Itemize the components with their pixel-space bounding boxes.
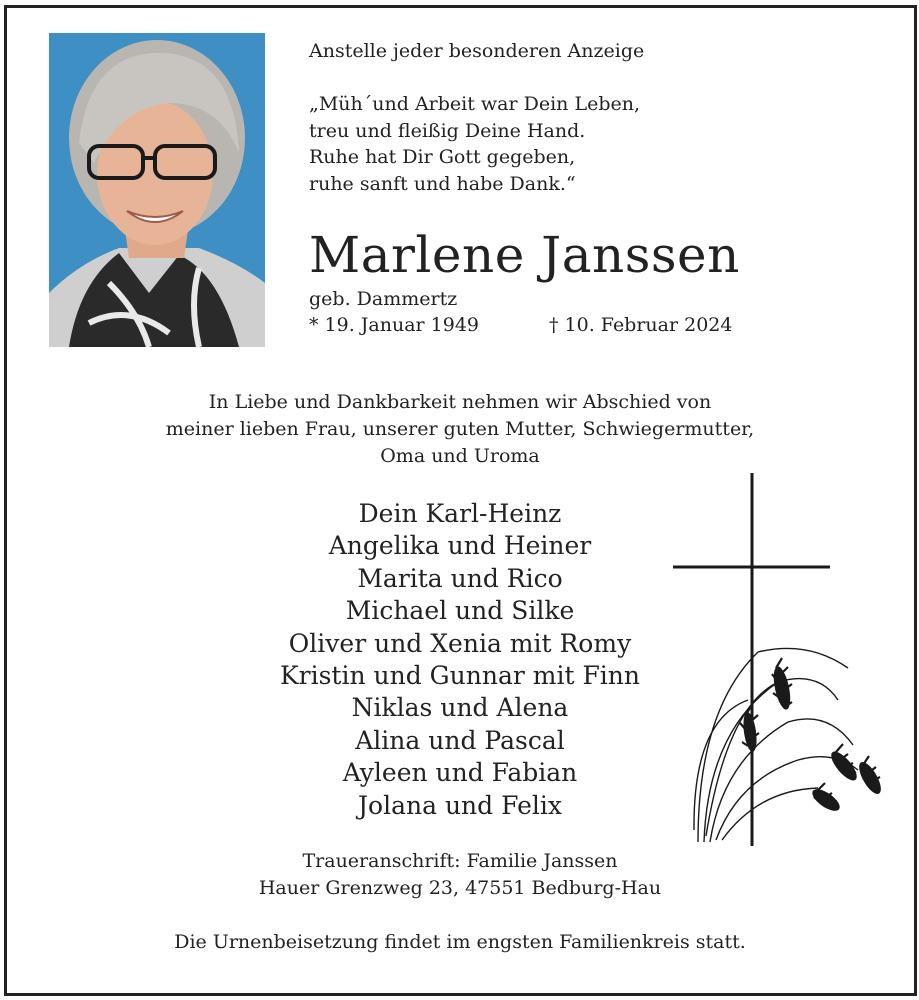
mourner: Ayleen und Fabian — [342, 758, 578, 788]
intro-line: Anstelle jeder besonderen Anzeige — [309, 40, 645, 62]
poem — [309, 91, 640, 197]
mourner: Oliver und Xenia mit Romy — [288, 628, 632, 658]
farewell-line: meiner lieben Frau, unserer guten Mutter, Schwiegermutter, — [165, 418, 755, 440]
deceased-name: Marlene Janssen — [309, 226, 740, 284]
poem-line: „Müh´und Arbeit war Dein Leben, — [309, 93, 640, 115]
poem-line: Ruhe hat Dir Gott gegeben, — [309, 146, 576, 168]
address-line-1: Traueranschrift: Familie Janssen — [302, 850, 618, 872]
mourning-address — [160, 848, 760, 902]
farewell-line: In Liebe und Dankbarkeit nehmen wir Abschied von — [208, 391, 712, 413]
cross-with-wheat-icon — [668, 470, 898, 850]
death-date: † 10. Februar 2024 — [549, 314, 733, 336]
mourner: Michael und Silke — [345, 596, 575, 626]
mourner: Alina und Pascal — [355, 725, 565, 755]
birth-date: * 19. Januar 1949 — [309, 314, 480, 336]
address-line-2: Hauer Grenzweg 23, 47551 Bedburg-Hau — [258, 877, 662, 899]
mourner: Niklas und Alena — [351, 693, 569, 723]
birth-name: geb. Dammertz — [309, 288, 458, 310]
mourner: Dein Karl-Heinz — [358, 499, 562, 528]
mourner: Kristin und Gunnar mit Finn — [279, 661, 640, 691]
poem-line: treu und fleißig Deine Hand. — [309, 119, 586, 142]
farewell-line: Oma und Uroma — [380, 445, 540, 467]
mourner: Angelika und Heiner — [328, 531, 592, 561]
farewell-text — [60, 389, 860, 470]
poem-line: ruhe sanft und habe Dank.“ — [309, 172, 576, 195]
mourner: Jolana und Felix — [358, 790, 562, 820]
mourner: Marita und Rico — [357, 563, 563, 593]
portrait-photo — [49, 33, 265, 347]
burial-note: Die Urnenbeisetzung findet im engsten Familienkreis statt. — [174, 931, 746, 953]
